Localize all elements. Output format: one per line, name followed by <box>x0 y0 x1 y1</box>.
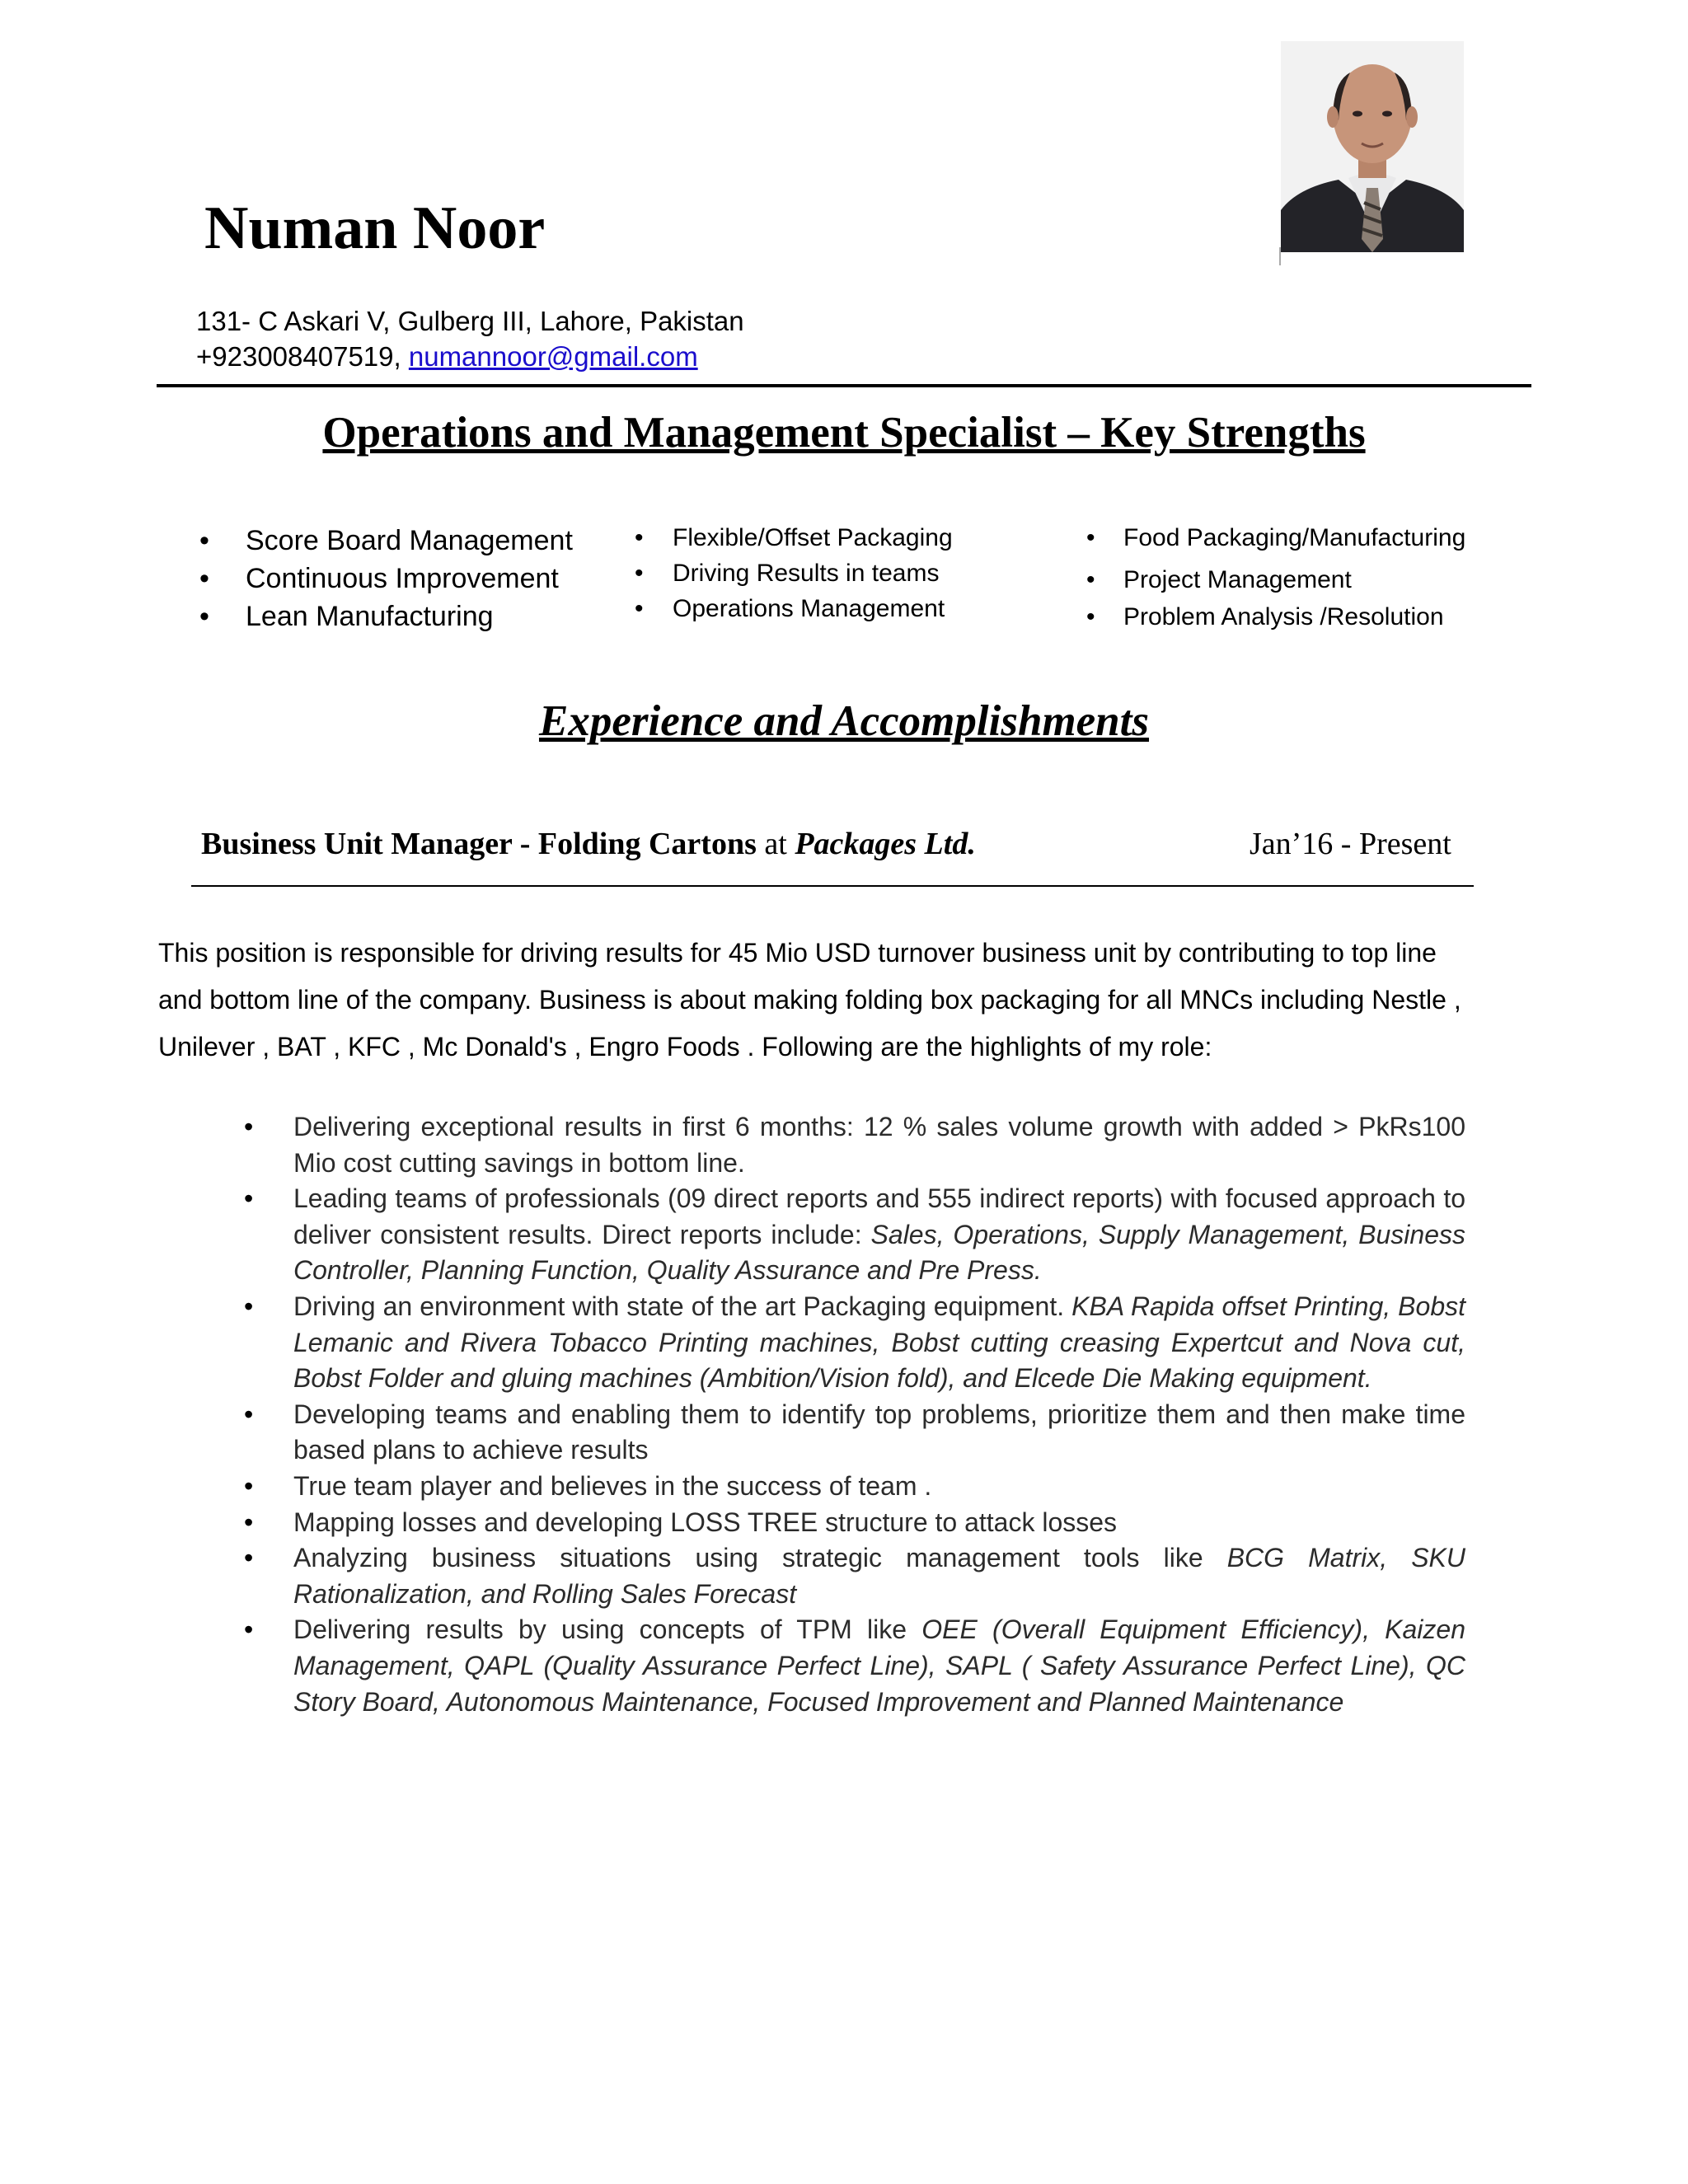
strength-item: • Lean Manufacturing <box>196 598 573 635</box>
strength-item: • Problem Analysis /Resolution <box>1086 599 1465 635</box>
candidate-name: Numan Noor <box>204 194 546 262</box>
strengths-column-1 <box>196 522 573 635</box>
strength-item: • Driving Results in teams <box>635 555 953 591</box>
job-at: at <box>756 827 795 861</box>
job-title-line <box>201 827 976 862</box>
phone-number: +923008407519, <box>196 341 401 372</box>
strength-item: • Continuous Improvement <box>196 560 573 598</box>
email-link[interactable]: numannoor@gmail.com <box>408 341 698 372</box>
experience-heading: Experience and Accomplishments <box>538 697 1150 745</box>
highlight-item: • Driving an environment with state of the art Packaging equipment. KBA Rapida offset Printing, Bobst Lemanic and Rivera Tobacco Printing machines, Bobst cutting creasing Expertcut and Nova cut, Bobst Folder and gluing machines (Ambition/Vision fold), and Elcede Die Making equipment. <box>244 1289 1465 1397</box>
role-highlights-list <box>244 1109 1465 1720</box>
address: 131- C Askari V, Gulberg III, Lahore, Pakistan <box>196 306 744 336</box>
strength-item: • Flexible/Offset Packaging <box>635 520 953 555</box>
contact-line <box>196 339 698 375</box>
highlight-item: • True team player and believes in the success of team . <box>244 1469 1465 1505</box>
company-name: Packages Ltd. <box>795 827 976 861</box>
highlight-item: • Mapping losses and developing LOSS TREE structure to attack losses <box>244 1505 1465 1541</box>
key-strengths-heading: Operations and Management Specialist – Key Strengths <box>322 409 1366 457</box>
photo-edge-mark <box>1279 247 1281 265</box>
strength-item: • Score Board Management <box>196 522 573 560</box>
job-divider <box>191 885 1474 887</box>
strength-item: • Project Management <box>1086 562 1465 599</box>
role-summary: This position is responsible for driving results for 45 Mio USD turnover business unit by contributing to top line and bottom line of the company. Business is about making folding box packaging for all MNCs including Nestle , Unilever , BAT , KFC , Mc Donald's , Engro Foods . Following are the highlights of my role: <box>158 938 1461 1062</box>
strength-item: • Operations Management <box>635 591 953 626</box>
strengths-column-2 <box>635 520 953 626</box>
job-dates: Jan’16 - Present <box>1250 827 1451 861</box>
strength-item: • Food Packaging/Manufacturing <box>1086 520 1465 562</box>
highlight-item: • Delivering results by using concepts of TPM like OEE (Overall Equipment Efficiency), Kaizen Management, QAPL (Quality Assurance Perfect Line), SAPL ( Safety Assurance Perfect Line), QC Story Board, Autonomous Maintenance, Focused Improvement and Planned Maintenance <box>244 1612 1465 1720</box>
strengths-column-3 <box>1086 520 1465 635</box>
job-role: Business Unit Manager - Folding Cartons <box>201 827 757 861</box>
profile-photo-illustration <box>1281 41 1464 252</box>
highlight-item: • Delivering exceptional results in first 6 months: 12 % sales volume growth with added > PkRs100 Mio cost cutting savings in bottom line. <box>244 1109 1465 1181</box>
header-divider <box>157 384 1531 387</box>
profile-photo <box>1281 41 1464 252</box>
highlight-item: • Leading teams of professionals (09 direct reports and 555 indirect reports) with focused approach to deliver consistent results. Direct reports include: Sales, Operations, Supply Management, Business Controller, Planning Function, Quality Assurance and Pre Press. <box>244 1181 1465 1289</box>
highlight-item: • Developing teams and enabling them to identify top problems, prioritize them and then make time based plans to achieve results <box>244 1397 1465 1469</box>
highlight-item: • Analyzing business situations using strategic management tools like BCG Matrix, SKU Rationalization, and Rolling Sales Forecast <box>244 1540 1465 1612</box>
